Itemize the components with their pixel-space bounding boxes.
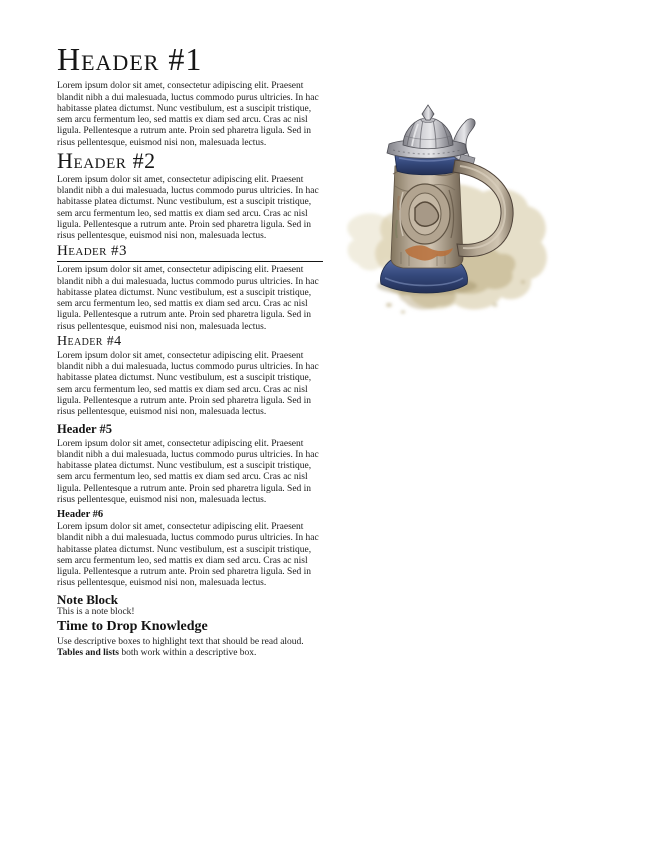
- beer-stein-image: [345, 100, 555, 320]
- header-5: Header #5: [57, 422, 112, 437]
- paragraph-4: Lorem ipsum dolor sit amet, consectetur adipiscing elit. Praesent blandit nibh a dui malesuada, luctus commodo purus ultricies. In hac habitasse platea dictumst. Nunc vestibulum, est a suscipit tristique, sem arcu fermentum leo, sed mattis ex diam sed arcu. Cras ac nisl ligula. Pellentesque a rutrum ante. Proin sed pharetra ligula. Sed in risus pellentesque, euismod nisi non, malesuada lectus.: [57, 350, 319, 418]
- paragraph-6: Lorem ipsum dolor sit amet, consectetur adipiscing elit. Praesent blandit nibh a dui malesuada, luctus commodo purus ultricies. In hac habitasse platea dictumst. Nunc vestibulum, est a suscipit tristique, sem arcu fermentum leo, sed mattis ex diam sed arcu. Cras ac nisl ligula. Pellentesque a rutrum ante. Proin sed pharetra ligula. Sed in risus pellentesque, euismod nisi non, malesuada lectus.: [57, 522, 319, 589]
- header-1: Header #1: [57, 41, 203, 77]
- header-6: Header #6: [57, 509, 104, 521]
- stein-illustration: [345, 100, 555, 320]
- knowledge-title: Time to Drop Knowledge: [57, 619, 208, 635]
- paragraph-3: Lorem ipsum dolor sit amet, consectetur adipiscing elit. Praesent blandit nibh a dui malesuada, luctus commodo purus ultricies. In hac habitasse platea dictumst. Nunc vestibulum, est a suscipit tristique, sem arcu fermentum leo, sed mattis ex diam sed arcu. Cras ac nisl ligula. Pellentesque a rutrum ante. Proin sed pharetra ligula. Sed in risus pellentesque, euismod nisi non, malesuada lectus.: [57, 265, 319, 332]
- paragraph-2: Lorem ipsum dolor sit amet, consectetur adipiscing elit. Praesent blandit nibh a dui malesuada, luctus commodo purus ultricies. In hac habitasse platea dictumst. Nunc vestibulum, est a suscipit tristique, sem arcu fermentum leo, sed mattis ex diam sed arcu. Cras ac nisl ligula. Pellentesque a rutrum ante. Proin sed pharetra ligula. Sed in risus pellentesque, euismod nisi non, malesuada lectus.: [57, 174, 319, 242]
- knowledge-read-aloud: Use descriptive boxes to highlight text that should be read aloud.: [57, 637, 304, 648]
- header-4: Header #4: [57, 333, 122, 349]
- paragraph-1: Lorem ipsum dolor sit amet, consectetur adipiscing elit. Praesent blandit nibh a dui malesuada, luctus commodo purus ultricies. In hac habitasse platea dictumst. Nunc vestibulum, est a suscipit tristique, sem arcu fermentum leo, sed mattis ex diam sed arcu. Cras ac nisl ligula. Pellentesque a rutrum ante. Proin sed pharetra ligula. Sed in risus pellentesque, euismod nisi non, malesuada lectus.: [57, 81, 319, 148]
- stein-lid: [387, 105, 467, 158]
- knowledge-tables-line: [57, 648, 323, 659]
- text-column: [57, 41, 323, 660]
- stein-body: [391, 162, 463, 268]
- note-block-title: Note Block: [57, 591, 119, 607]
- tables-and-lists-bold: Tables and lists: [57, 648, 119, 659]
- paragraph-5: Lorem ipsum dolor sit amet, consectetur adipiscing elit. Praesent blandit nibh a dui malesuada, luctus commodo purus ultricies. In hac habitasse platea dictumst. Nunc vestibulum, est a suscipit tristique, sem arcu fermentum leo, sed mattis ex diam sed arcu. Cras ac nisl ligula. Pellentesque a rutrum ante. Proin sed pharetra ligula. Sed in risus pellentesque, euismod nisi non, malesuada lectus.: [57, 438, 319, 505]
- note-block-body: This is a note block!: [57, 607, 135, 618]
- tables-and-lists-rest: both work within a descriptive box.: [118, 648, 257, 659]
- header-3: Header #3: [57, 244, 323, 262]
- header-2: Header #2: [57, 147, 156, 173]
